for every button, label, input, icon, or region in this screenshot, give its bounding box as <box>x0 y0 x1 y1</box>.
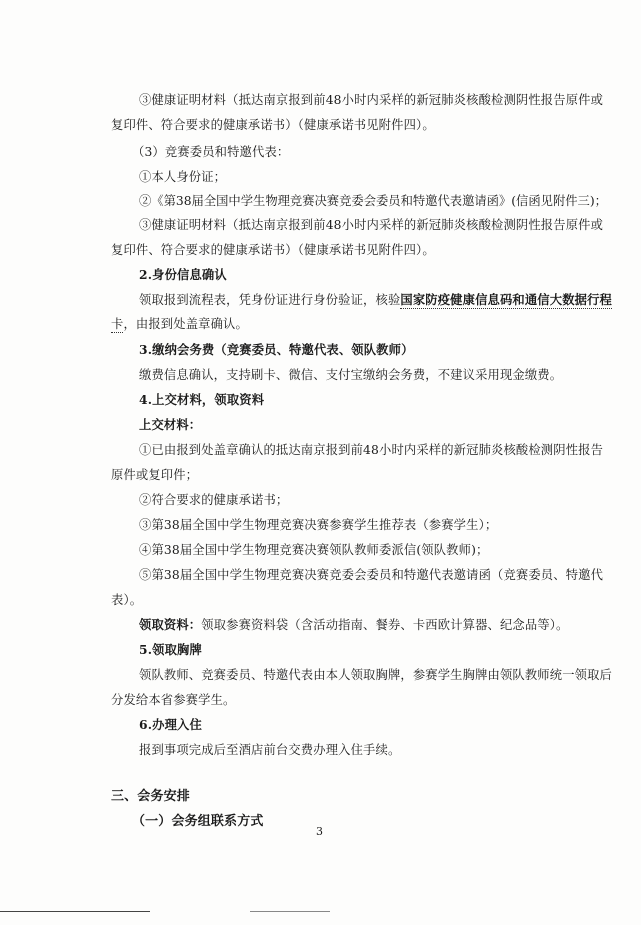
section-heading: 3.缴纳会务费（竞赛委员、特邀代表、领队教师） <box>139 342 414 357</box>
chapter-heading: 三、会务安排 <box>111 789 190 804</box>
text-segment: 领取参赛资料袋（含活动指南、餐券、卡西欧计算器、纪念品等）。 <box>201 618 569 632</box>
text-line: 领队教师、竞赛委员、特邀代表由本人领取胸牌，参赛学生胸牌由领队教师统一领取后 <box>139 668 612 682</box>
text-line: ④第38届全国中学生物理竞赛决赛领队教师委派信(领队教师)； <box>139 543 489 557</box>
section-heading: 6.办理入住 <box>139 717 202 732</box>
emphasized-text: 国家防疫健康信息码和通信大数据行程 <box>400 292 612 307</box>
subsection-heading: 领取资料： <box>139 617 202 632</box>
emphasized-text: 卡 <box>111 317 124 331</box>
section-heading: 5.领取胸牌 <box>139 642 202 657</box>
text-line: 分发给本省参赛学生。 <box>111 693 236 707</box>
subsection-heading: 上交材料： <box>139 417 202 432</box>
text-line: （3）竞赛委员和特邀代表： <box>132 145 290 159</box>
text-line: 原件或复印件； <box>111 468 199 482</box>
text-line: ③健康证明材料（抵达南京报到前48小时内采样的新冠肺炎核酸检测阴性报告原件或 <box>139 93 604 107</box>
text-line: ①已由报到处盖章确认的抵达南京报到前48小时内采样的新冠肺炎核酸检测阴性报告 <box>139 443 604 457</box>
text-line: 复印件、符合要求的健康承诺书）（健康承诺书见附件四）。 <box>111 118 435 132</box>
text-segment: 领取报到流程表，凭身份证进行身份验证，核验 <box>139 293 401 307</box>
page-number: 3 <box>316 825 323 838</box>
scan-artifact-line <box>0 911 150 912</box>
text-line: ③健康证明材料（抵达南京报到前48小时内采样的新冠肺炎核酸检测阴性报告原件或 <box>139 218 604 232</box>
text-line: 报到事项完成后至酒店前台交费办理入住手续。 <box>139 743 401 757</box>
text-line <box>139 292 612 308</box>
text-line: 缴费信息确认，支持刷卡、微信、支付宝缴纳会务费，不建议采用现金缴费。 <box>139 368 563 382</box>
text-line: ⑤第38届全国中学生物理竞赛决赛竞委会委员和特邀代表邀请函（竞赛委员、特邀代 <box>139 568 604 582</box>
text-line: ②符合要求的健康承诺书； <box>139 493 289 507</box>
section-heading: 4.上交材料，领取资料 <box>139 392 265 407</box>
section-heading: 2.身份信息确认 <box>139 267 227 282</box>
chapter-subheading: （一）会务组联系方式 <box>132 814 264 829</box>
text-line: ①本人身份证； <box>139 170 227 184</box>
text-line: 表）。 <box>111 593 143 607</box>
text-line: ③第38届全国中学生物理竞赛决赛参赛学生推荐表（参赛学生）； <box>139 518 498 532</box>
text-line: 复印件、符合要求的健康承诺书）（健康承诺书见附件四）。 <box>111 243 435 257</box>
text-line: ②《第38届全国中学生物理竞赛决赛竞委会委员和特邀代表邀请函》(信函见附件三)； <box>139 194 607 208</box>
text-line <box>111 316 248 332</box>
text-segment: ，由报到处盖章确认。 <box>123 317 248 331</box>
text-line <box>139 617 569 633</box>
scan-artifact-line <box>250 911 330 912</box>
